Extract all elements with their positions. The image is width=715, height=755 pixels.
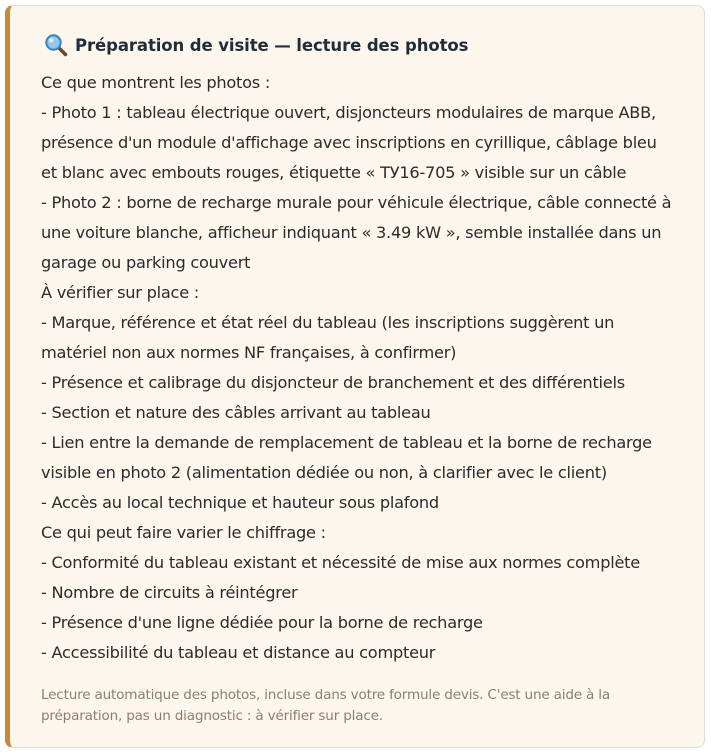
card-title: Préparation de visite — lecture des photos xyxy=(75,35,469,55)
body-line: garage ou parking couvert xyxy=(41,253,251,272)
body-line: - Section et nature des câbles arrivant au tableau xyxy=(41,403,431,422)
visit-preparation-card xyxy=(5,5,705,748)
body-line: et blanc avec embouts rouges, étiquette « ТУ16-705 » visible sur un câble xyxy=(41,163,627,182)
body-line: - Nombre de circuits à réintégrer xyxy=(41,583,298,602)
card-body xyxy=(41,68,684,668)
card-footer-note xyxy=(41,685,684,727)
body-line: - Accessibilité du tableau et distance au compteur xyxy=(41,643,436,662)
body-line: Ce qui peut faire varier le chiffrage : xyxy=(41,523,326,542)
footer-line: Lecture automatique des photos, incluse dans votre formule devis. C'est une aide à la xyxy=(41,687,611,703)
footer-line: préparation, pas un diagnostic : à vérifier sur place. xyxy=(41,708,383,724)
card-header xyxy=(43,32,684,58)
body-line: - Lien entre la demande de remplacement de tableau et la borne de recharge xyxy=(41,433,652,452)
body-line: - Photo 2 : borne de recharge murale pour véhicule électrique, câble connecté à xyxy=(41,193,672,212)
body-line: Ce que montrent les photos : xyxy=(41,73,271,92)
body-line: - Conformité du tableau existant et nécessité de mise aux normes complète xyxy=(41,553,640,572)
magnifier-icon xyxy=(43,32,69,58)
body-line: une voiture blanche, afficheur indiquant « 3.49 kW », semble installée dans un xyxy=(41,223,662,242)
body-line: présence d'un module d'affichage avec inscriptions en cyrillique, câblage bleu xyxy=(41,133,657,152)
body-line: - Présence et calibrage du disjoncteur de branchement et des différentiels xyxy=(41,373,625,392)
body-line: matériel non aux normes NF françaises, à confirmer) xyxy=(41,343,457,362)
body-line: - Photo 1 : tableau électrique ouvert, disjoncteurs modulaires de marque ABB, xyxy=(41,103,656,122)
body-line: - Accès au local technique et hauteur sous plafond xyxy=(41,493,439,512)
body-line: - Présence d'une ligne dédiée pour la borne de recharge xyxy=(41,613,483,632)
body-line: visible en photo 2 (alimentation dédiée ou non, à clarifier avec le client) xyxy=(41,463,607,482)
body-line: - Marque, référence et état réel du tableau (les inscriptions suggèrent un xyxy=(41,313,615,332)
body-line: À vérifier sur place : xyxy=(41,283,200,302)
